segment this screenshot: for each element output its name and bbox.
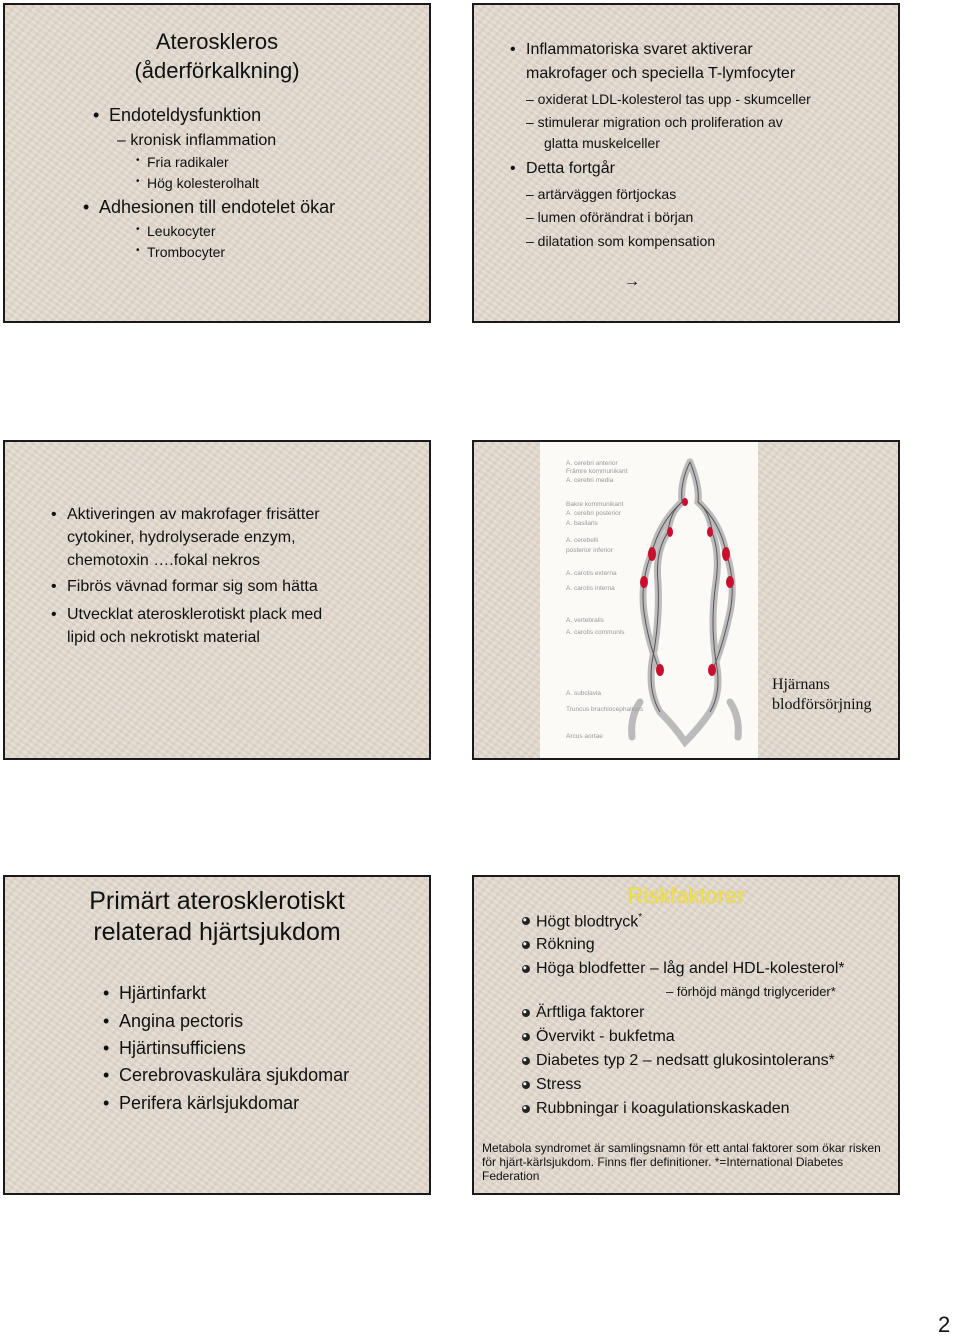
risk-item-5-text: Övervikt - bukfetma bbox=[536, 1028, 675, 1045]
radio-bullet-icon bbox=[522, 1081, 530, 1089]
risk-item-3 bbox=[536, 960, 845, 978]
figure-caption-line-2: blodförsörjning bbox=[772, 696, 872, 713]
figure-label: A. cerebri media bbox=[566, 477, 614, 484]
slide-3-bullet-3-line-2: lipid och nekrotiskt material bbox=[67, 629, 260, 646]
risk-item-2 bbox=[536, 936, 595, 954]
slide-3-bullet-2: • Fibrös vävnad formar sig som hätta bbox=[67, 578, 318, 596]
slide-1-sub-item-2: • Hög kolesterolhalt bbox=[147, 175, 259, 191]
slide-6 bbox=[472, 875, 900, 1195]
slide-5-item-4: • Cerebrovaskulära sjukdomar bbox=[119, 1065, 349, 1086]
radio-bullet-icon bbox=[522, 1009, 530, 1017]
slide-6-note-line-3: Federation bbox=[482, 1169, 540, 1183]
slide-3 bbox=[3, 440, 431, 760]
slide-6-title: Riskfaktorer bbox=[627, 883, 745, 908]
slide-4 bbox=[472, 440, 900, 760]
risk-item-2-text: Rökning bbox=[536, 936, 595, 953]
radio-bullet-icon bbox=[522, 965, 530, 973]
slide-2 bbox=[472, 3, 900, 323]
risk-item-7-text: Stress bbox=[536, 1076, 582, 1093]
figure-label: Truncus brachiocephalicus bbox=[566, 706, 644, 713]
slide-1-title-line-1: Ateroskleros bbox=[155, 29, 279, 54]
figure-label: A. subclavia bbox=[566, 690, 602, 697]
slide-1-sub-item-4: • Trombocyter bbox=[147, 244, 225, 260]
radio-bullet-icon bbox=[522, 917, 530, 925]
risk-item-3-text: Höga blodfetter – låg andel HDL-kolesterol* bbox=[536, 960, 845, 977]
radio-bullet-icon bbox=[522, 941, 530, 949]
slide-2-bullet-1-line-1: • Inflammatoriska svaret aktiverar bbox=[526, 41, 753, 59]
risk-item-6 bbox=[536, 1052, 835, 1070]
figure-label: A. carotis externa bbox=[566, 570, 617, 577]
slide-5-title-line-1: Primärt aterosklerotiskt bbox=[89, 887, 345, 915]
slide-2-bullet-2: • Detta fortgår bbox=[526, 160, 615, 178]
risk-item-4-text: Ärftliga faktorer bbox=[536, 1004, 645, 1021]
slide-3-bullet-1-line-2: cytokiner, hydrolyserade enzym, bbox=[67, 529, 296, 546]
slide-1-title-line-2: (åderförkalkning) bbox=[134, 58, 300, 83]
slide-3-bullet-1-line-3: chemotoxin ….fokal nekros bbox=[67, 552, 260, 569]
slide-2-sub-5: – dilatation som kompensation bbox=[526, 233, 716, 249]
slide-6-note-line-2: för hjärt-kärlsjukdom. Finns fler definitioner. *=International Diabetes bbox=[482, 1155, 844, 1169]
figure-label: A. cerebri posterior bbox=[566, 510, 621, 517]
figure-label: A. cerebri anterior bbox=[566, 460, 618, 467]
figure-label: A. cerebelli bbox=[566, 537, 599, 544]
figure-label: Främre kommunikant bbox=[566, 468, 628, 475]
slide-2-sub-3: – artärväggen förtjockas bbox=[526, 186, 677, 202]
arrow-icon: → bbox=[624, 273, 640, 290]
risk-item-7 bbox=[536, 1076, 581, 1094]
slide-3-bullet-3-line-1: • Utvecklat aterosklerotiskt plack med bbox=[67, 606, 322, 624]
artery-diagram bbox=[540, 442, 758, 760]
figure-label: A. basilaris bbox=[566, 520, 598, 527]
risk-item-4 bbox=[536, 1004, 644, 1022]
risk-item-8 bbox=[536, 1100, 790, 1118]
slide-5-title-line-2: relaterad hjärtsjukdom bbox=[93, 918, 341, 946]
figure-label: A. carotis interna bbox=[566, 585, 615, 592]
slide-1-sub-item-1: • Fria radikaler bbox=[147, 154, 229, 170]
risk-item-1 bbox=[536, 912, 642, 931]
figure-label: posterior inferior bbox=[566, 547, 613, 554]
risk-item-3-sub: – förhöjd mängd triglycerider* bbox=[666, 984, 836, 999]
slide-2-sub-1: – oxiderat LDL-kolesterol tas upp - skumceller bbox=[526, 91, 811, 107]
radio-bullet-icon bbox=[522, 1033, 530, 1041]
slide-2-sub-4: – lumen oförändrat i början bbox=[526, 209, 694, 225]
slide-2-bullet-1-line-2: makrofager och speciella T-lymfocyter bbox=[526, 65, 796, 82]
slide-1-sub-item-3: • Leukocyter bbox=[147, 223, 215, 239]
figure-label: Bakre kommunikant bbox=[566, 501, 624, 508]
page-number: 2 bbox=[938, 1312, 951, 1337]
risk-item-6-text: Diabetes typ 2 – nedsatt glukosintolerans* bbox=[536, 1052, 835, 1069]
figure-label: A. vertebralis bbox=[566, 617, 604, 624]
risk-item-1-sup: * bbox=[638, 912, 643, 923]
slide-1-bullet-2: • Adhesionen till endotelet ökar bbox=[99, 197, 335, 218]
radio-bullet-icon bbox=[522, 1057, 530, 1065]
risk-item-8-text: Rubbningar i koagulationskaskaden bbox=[536, 1100, 790, 1117]
figure-label: A. carotis communis bbox=[566, 629, 625, 636]
slide-2-sub-2-line-2: glatta muskelceller bbox=[544, 135, 660, 151]
slide-5 bbox=[3, 875, 431, 1195]
slide-3-bullet-1-line-1: • Aktiveringen av makrofager frisätter bbox=[67, 506, 320, 524]
slide-1 bbox=[3, 3, 431, 323]
figure-caption-line-1: Hjärnans bbox=[772, 676, 830, 693]
slide-2-sub-2-line-1: – stimulerar migration och proliferation av bbox=[526, 114, 783, 130]
radio-bullet-icon bbox=[522, 1105, 530, 1113]
slide-6-note-line-1: Metabola syndromet är samlingsnamn för ett antal faktorer som ökar risken bbox=[482, 1141, 881, 1155]
slide-5-item-5: • Perifera kärlsjukdomar bbox=[119, 1093, 299, 1114]
brain-arteries-figure bbox=[540, 442, 758, 760]
figure-label: Arcus aortae bbox=[566, 733, 603, 740]
risk-item-5 bbox=[536, 1028, 675, 1046]
slide-1-bullet-1: • Endoteldysfunktion bbox=[109, 105, 261, 126]
slide-5-item-2: • Angina pectoris bbox=[119, 1011, 243, 1032]
slide-1-bullet-1-sub: – kronisk inflammation bbox=[117, 132, 277, 149]
risk-item-1-text: Högt blodtryck bbox=[536, 913, 639, 931]
slide-5-item-3: • Hjärtinsufficiens bbox=[119, 1038, 246, 1059]
slide-5-item-1: • Hjärtinfarkt bbox=[119, 983, 206, 1004]
